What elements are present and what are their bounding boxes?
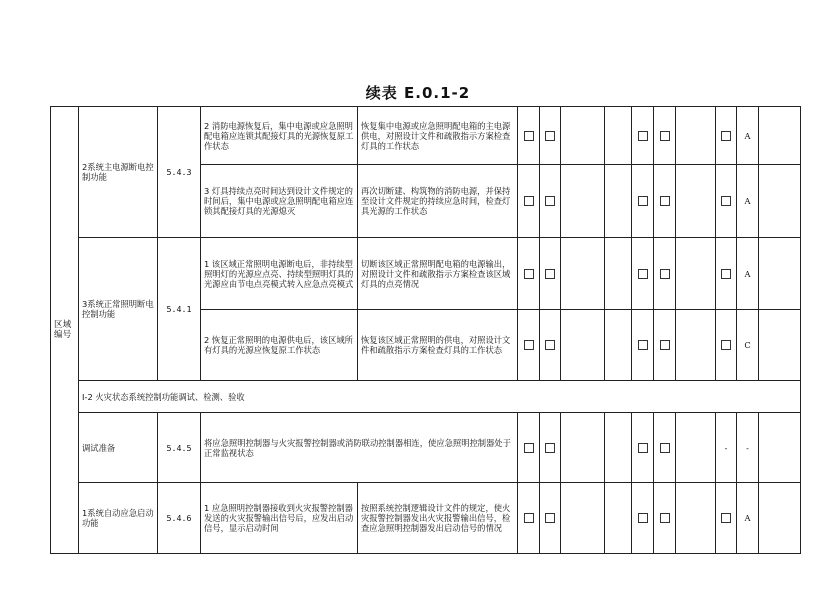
method-text: 恢复集中电源或应急照明配电箱的主电源供电，对照设计文件和疏散指示方案检查灯具的工作状态 [358,107,518,165]
requirement-text: 2 消防电源恢复后，集中电源或应急照明配电箱应连锁其配接灯具的光源恢复原工作状态 [201,107,358,165]
blank-cell [561,310,605,381]
checkbox[interactable] [545,340,555,350]
blank-cell [605,310,632,381]
method-text: 再次切断建、构筑物的消防电源，并保持至设计文件规定的持续应急时间，检查灯具光源的工作状态 [358,165,518,238]
checkbox[interactable] [660,196,670,206]
checkbox-cell[interactable] [632,107,654,165]
grade-mark: C [737,310,759,381]
checkbox[interactable] [721,196,731,206]
checkbox[interactable] [545,269,555,279]
requirement-text: 3 灯具持续点亮时间达到设计文件规定的时间后，集中电源或应急照明配电箱应连锁其配接灯具的光源熄灭 [201,165,358,238]
blank-cell [676,413,716,483]
blank-cell [561,107,605,165]
checkbox[interactable] [524,269,534,279]
checkbox-cell[interactable] [540,238,561,310]
table-row [51,238,801,310]
checkbox-cell[interactable] [632,413,654,483]
blank-cell [759,165,801,238]
checkbox-cell[interactable] [716,165,737,238]
checkbox-cell[interactable] [654,165,676,238]
merged-requirement-text: 将应急照明控制器与火灾报警控制器或消防联动控制器相连，使应急照明控制器处于正常监视状态 [201,413,518,483]
checkbox[interactable] [545,443,555,453]
checkbox[interactable] [638,340,648,350]
table-row [51,483,801,554]
checkbox[interactable] [660,131,670,141]
checkbox-cell[interactable] [654,310,676,381]
blank-cell [759,310,801,381]
checkbox-cell[interactable] [540,310,561,381]
checkbox-cell[interactable] [632,238,654,310]
checkbox-cell[interactable] [654,413,676,483]
checkbox[interactable] [545,131,555,141]
blank-cell [561,413,605,483]
checkbox-cell[interactable] [518,165,540,238]
item-name: 1系统自动应急启动功能 [79,483,158,554]
item-name: 调试准备 [79,413,158,483]
grade-mark: A [737,238,759,310]
checkbox[interactable] [524,513,534,523]
blank-cell [676,107,716,165]
checkbox-cell[interactable] [540,483,561,554]
checkbox-cell[interactable] [540,107,561,165]
checkbox[interactable] [721,340,731,350]
checkbox-cell[interactable] [716,238,737,310]
checkbox-cell[interactable] [654,483,676,554]
checkbox[interactable] [721,269,731,279]
checkbox-cell[interactable] [654,238,676,310]
checkbox-cell[interactable] [518,107,540,165]
checkbox[interactable] [524,196,534,206]
blank-cell [676,310,716,381]
method-text: 切断该区域正常照明配电箱的电源输出，对照设计文件和疏散指示方案检查该区域灯具的点亮情况 [358,238,518,310]
blank-cell [605,238,632,310]
checkbox-cell[interactable] [518,413,540,483]
checkbox[interactable] [524,443,534,453]
blank-cell [605,165,632,238]
grade-mark: A [737,483,759,554]
checkbox-cell[interactable] [716,483,737,554]
blank-cell [759,483,801,554]
checkbox-cell[interactable] [632,165,654,238]
clause-number: 5.4.1 [158,238,201,381]
checkbox[interactable] [524,340,534,350]
checkbox-cell[interactable] [654,107,676,165]
checkbox[interactable] [638,513,648,523]
requirement-text: 1 该区域正常照明电源断电后，非持续型照明灯的光源应点亮、持续型照明灯具的光源应由节电点亮模式转入应急点亮模式 [201,238,358,310]
clause-number: 5.4.3 [158,107,201,238]
checkbox[interactable] [545,196,555,206]
checkbox[interactable] [721,131,731,141]
blank-cell [759,107,801,165]
method-text: 恢复该区域正常照明的供电，对照设计文件和疏散指示方案检查灯具的工作状态 [358,310,518,381]
section-row [51,381,801,413]
checkbox[interactable] [660,513,670,523]
checkbox-cell[interactable] [632,310,654,381]
dash-mark: - [716,413,737,483]
checkbox[interactable] [660,443,670,453]
checkbox[interactable] [524,131,534,141]
checkbox-cell[interactable] [518,238,540,310]
blank-cell [605,107,632,165]
grade-mark: A [737,107,759,165]
checkbox-cell[interactable] [540,165,561,238]
checkbox-cell[interactable] [716,310,737,381]
blank-cell [605,483,632,554]
blank-cell [759,238,801,310]
requirement-text: 2 恢复正常照明的电源供电后，该区域所有灯具的光源应恢复原工作状态 [201,310,358,381]
checkbox-cell[interactable] [540,413,561,483]
table-row [51,413,801,483]
item-name: 2系统主电源断电控制功能 [79,107,158,238]
clause-number: 5.4.5 [158,413,201,483]
checkbox[interactable] [721,513,731,523]
blank-cell [605,413,632,483]
checkbox[interactable] [660,340,670,350]
inspection-table [50,106,801,554]
checkbox-cell[interactable] [632,483,654,554]
checkbox[interactable] [638,131,648,141]
checkbox-cell[interactable] [518,310,540,381]
blank-cell [759,413,801,483]
checkbox[interactable] [638,269,648,279]
blank-cell [676,238,716,310]
checkbox[interactable] [638,196,648,206]
checkbox[interactable] [545,513,555,523]
region-label: 区域编号 [51,107,79,554]
table-title: 续表 E.0.1-2 [365,84,471,102]
checkbox[interactable] [660,269,670,279]
blank-cell [561,483,605,554]
clause-number: 5.4.6 [158,483,201,554]
blank-cell [676,483,716,554]
requirement-text: 1 应急照明控制器接收到火灾报警控制器发送的火灾报警输出信号后，应发出启动信号，显示启动时间 [201,483,358,554]
blank-cell [676,165,716,238]
checkbox-cell[interactable] [716,107,737,165]
checkbox[interactable] [638,443,648,453]
grade-mark: A [737,165,759,238]
checkbox-cell[interactable] [518,483,540,554]
item-name: 3系统正常照明断电控制功能 [79,238,158,381]
blank-cell [561,238,605,310]
method-text: 按照系统控制逻辑设计文件的规定，使火灾报警控制器发出火灾报警输出信号，检查应急照明控制器发出启动信号的情况 [358,483,518,554]
section-heading: Ⅰ-2 火灾状态系统控制功能调试、检测、验收 [79,381,801,413]
table-row [51,107,801,165]
blank-cell [561,165,605,238]
dash-mark: - [737,413,759,483]
